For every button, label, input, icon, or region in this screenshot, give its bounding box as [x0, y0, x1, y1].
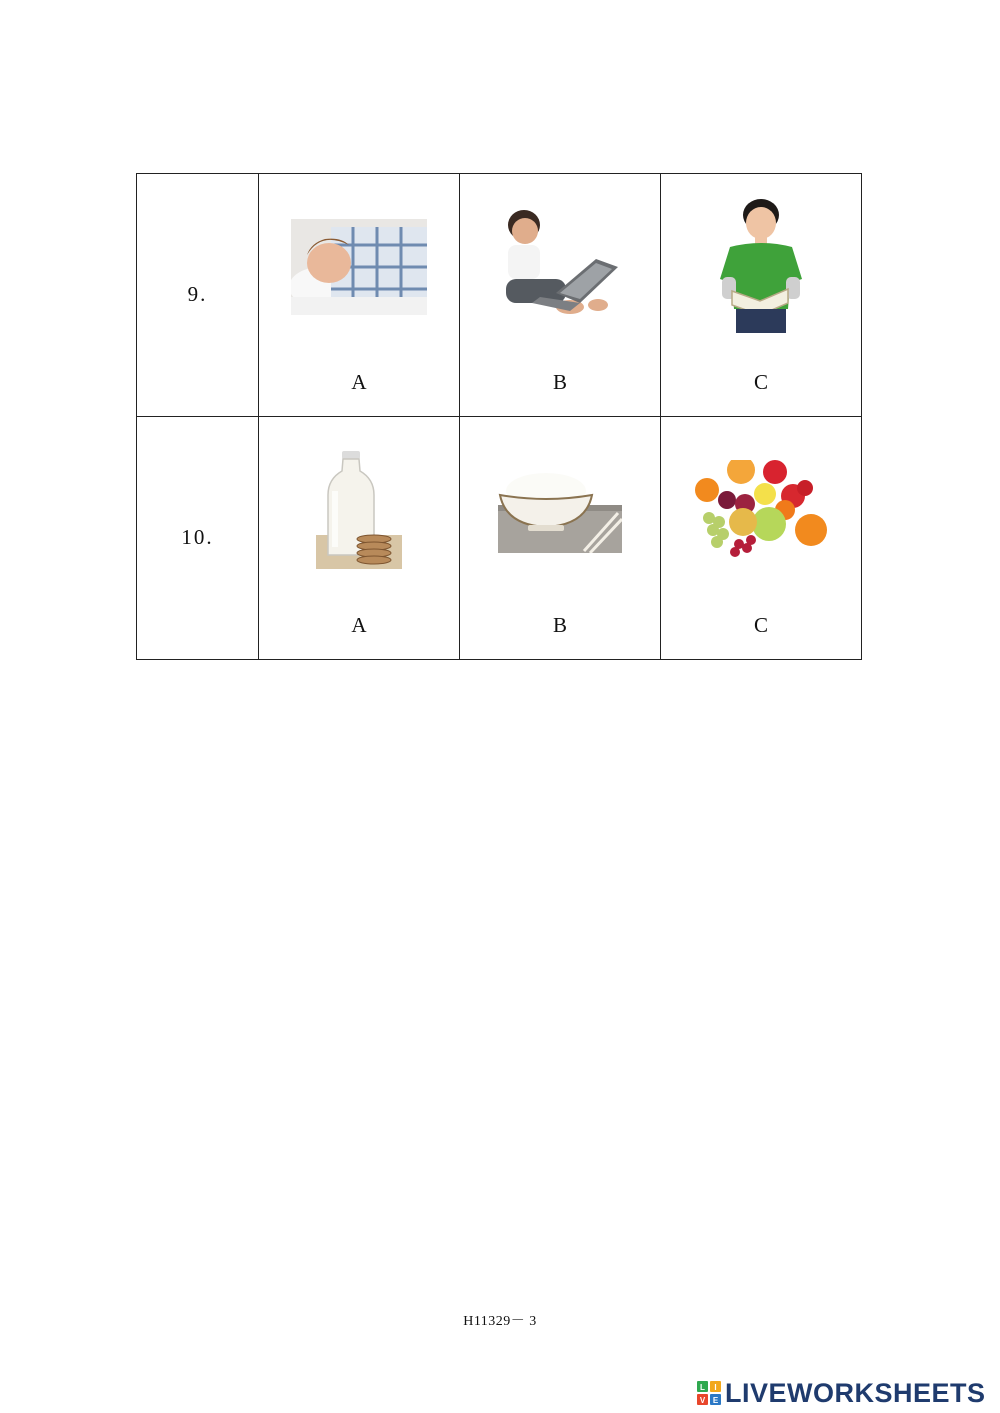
- svg-text:L: L: [700, 1383, 705, 1392]
- option-letter: B: [552, 613, 567, 637]
- option-10c[interactable]: [661, 417, 862, 660]
- question-table: [136, 173, 862, 660]
- liveworksheets-logo-icon: [697, 1381, 721, 1405]
- boy-reading-book-icon: [716, 197, 806, 337]
- option-letter: A: [351, 613, 367, 637]
- svg-text:V: V: [699, 1396, 706, 1405]
- page-footer: H11329－ 3: [463, 1314, 537, 1329]
- liveworksheets-logo[interactable]: [697, 1377, 986, 1409]
- question-number-cell: [137, 174, 259, 417]
- brand-name: LIVEWORKSHEETS: [725, 1377, 986, 1408]
- question-number: 10.: [181, 525, 214, 549]
- milk-and-cookies-icon: [316, 451, 402, 569]
- option-10a[interactable]: [259, 417, 460, 660]
- option-9c[interactable]: [661, 174, 862, 417]
- question-row-9: [137, 174, 862, 417]
- fruit-pile-icon: [695, 460, 827, 560]
- option-9a[interactable]: [259, 174, 460, 417]
- option-letter: C: [753, 613, 768, 637]
- sleeping-boy-icon: [291, 219, 427, 315]
- option-10b[interactable]: [460, 417, 661, 660]
- svg-text:E: E: [712, 1396, 719, 1405]
- question-number: 9.: [187, 282, 208, 306]
- option-letter: B: [552, 370, 567, 394]
- option-letter: A: [351, 370, 367, 394]
- option-letter: C: [753, 370, 768, 394]
- question-row-10: [137, 417, 862, 660]
- rice-bowl-icon: [498, 467, 622, 553]
- boy-with-laptop-icon: [500, 207, 620, 327]
- option-9b[interactable]: [460, 174, 661, 417]
- svg-text:I: I: [714, 1383, 717, 1392]
- question-number-cell: [137, 417, 259, 660]
